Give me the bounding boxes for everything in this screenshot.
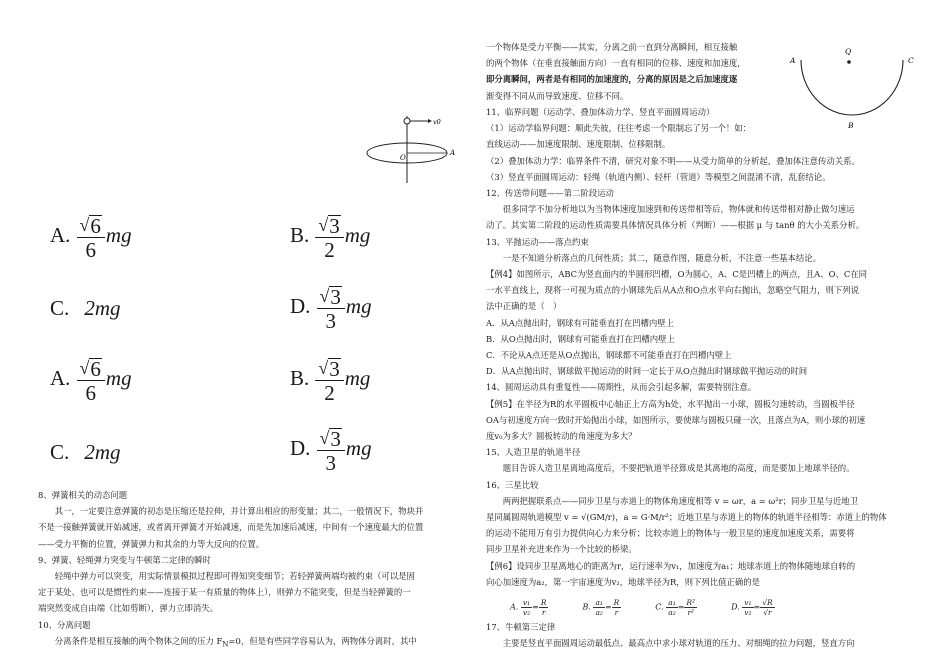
option-a-2[interactable]: A. √ 6 6 mg <box>50 357 132 405</box>
text-line: 主要是竖直平面圆周运动最低点、最高点中求小球对轨道的压力、对细绳的拉力问题，竖直方向 <box>486 638 855 649</box>
fraction: √ 6 6 <box>77 355 105 406</box>
text-line: （1）运动学临界问题：顺此失彼，往往考虑一个限制忘了另一个！如： <box>486 123 751 134</box>
text-line: 星同属圆周轨道模型 v = √(GM/r)，a = G·M/r²；近地卫星与赤道上的物体的轨道半径相等：赤道上的物体 <box>486 512 887 523</box>
text-line: 定于某处、也可以是惯性约束——连接于某一有质量的物体上），则弹力不能突变，但是当轻弹簧的一 <box>38 587 411 598</box>
point-q-icon <box>847 60 851 64</box>
text-line: 法中正确的是（ ） <box>486 301 562 312</box>
text-line: B．从O点抛出时，钢球有可能垂直打在凹槽内壁上 <box>486 333 675 344</box>
arrow-head-icon <box>428 119 432 123</box>
left-text-block <box>38 487 478 653</box>
option-c-2[interactable]: C. 2mg <box>50 440 121 464</box>
label-o: O <box>400 154 406 162</box>
label-b: B <box>848 121 854 130</box>
text-line: D．从A点抛出时，钢球做平抛运动的时间一定长于从O点抛出时钢球做平抛运动的时间 <box>486 366 808 377</box>
option-b-1[interactable]: B. √ 3 2 mg <box>290 214 371 262</box>
option-letter: A. <box>50 366 71 390</box>
text-line: 其一，一定要注意弹簧的初态是压缩还是拉伸，并计算出相应的形变量；其二，一般情况下，物块并 <box>38 506 424 517</box>
text-line: 同步卫星补充进来作为一个比较的桥梁。 <box>486 544 637 555</box>
option-letter: B. <box>290 223 310 247</box>
right-text-top <box>486 39 786 104</box>
fraction: √ 3 3 <box>317 283 345 334</box>
ex6-option-b[interactable]: B. $\frac{\text{a₁}}{\text{a₂}}$ = $\frac{R}{r}$ <box>582 598 620 617</box>
text-line: 的运动不能用万有引力提供向心力来分析；比较赤道上的物体与一般卫星的速度加速度关系，需要将 <box>486 528 855 539</box>
option-d-1[interactable]: D. √ 3 3 mg <box>290 285 372 333</box>
text-line: 的两个物体（在垂直接触面方向）一直有相同的位移、速度和加速度， <box>486 58 746 69</box>
text-line: 两两把握联系点——同步卫星与赤道上的物体角速度相等 v = ωr，a = ω²r；同步卫星与近地卫 <box>486 495 858 506</box>
fraction: √ 3 2 <box>315 355 343 406</box>
text-line: 一水平直线上，现将一可视为质点的小钢球先后从A点和O点水平向右抛出，忽略空气阻力，则下列说 <box>486 285 860 296</box>
text-line: 不是一接触弹簧就开始减速，或者离开弹簧才开始减速，而是先加速后减速，中间有一个速度最大的位置 <box>38 522 424 533</box>
text-line: 很多同学不加分析地以为当物体速度加速到和传送带相等后，物体就和传送带相对静止做匀速运 <box>486 204 855 215</box>
text-line: OA与初速度方向一致时开始抛出小球，如图所示，要使球与圆板只碰一次，且落点为A，则小球的初速 <box>486 414 866 425</box>
option-letter: D. <box>290 294 311 318</box>
ex6-option-a[interactable]: A. $\frac{\text{v₁}}{\text{v₂}}$ = $\frac{R}{r}$ <box>510 598 547 617</box>
ex6-option-c[interactable]: C. $\frac{\text{a₁}}{\text{a₂}}$ = $\frac{\text{R²}}{\text{r²}}$ <box>655 598 696 617</box>
text-line: C．不论从A点还是从O点抛出，钢球都不可能垂直打在凹槽内壁上 <box>486 350 732 361</box>
text-line: 向心加速度为a₂，第一宇宙速度为v₂，地球半径为R，则下列比值正确的是 <box>486 576 760 587</box>
text-line: 12、传送带问题——第二阶段运动 <box>486 188 614 199</box>
text-line: 11、临界问题（运动学、叠加体动力学、竖直平面圆周运动） <box>486 107 715 117</box>
text-line: A．从A点抛出时，钢球有可能垂直打在凹槽内壁上 <box>486 317 674 328</box>
option-b-2[interactable]: B. √ 3 2 mg <box>290 357 371 405</box>
option-letter: D. <box>290 436 311 460</box>
text-line: ——受力平衡的位置，弹簧弹力和其余的力等大反向的位置。 <box>38 538 265 549</box>
text-line: 一个物体是受力平衡——其实，分离之前一直到分离瞬间，相互接触 <box>486 42 738 52</box>
fraction: √ 3 2 <box>315 212 343 263</box>
text-line: 15、人造卫星的轨道半径 <box>486 447 581 458</box>
ex6-option-d[interactable]: D. $\frac{\text{v₁}}{\text{v₂}}$ = $\frac{√R}{√r}$ <box>731 598 773 617</box>
text-line: 8、弹簧相关的动态问题 <box>38 490 128 500</box>
right-text-block <box>486 104 926 590</box>
text-line: 13、平抛运动——落点约束 <box>486 236 589 247</box>
option-letter: C. <box>50 296 70 320</box>
text-line: 直线运动——加速度限制、速度限制、位移限制。 <box>486 139 671 150</box>
label-a: A <box>790 56 796 65</box>
text-line: 一是不知道分析落点的几何性质；其二，随意作图，随意分析，不注意一些基本结论。 <box>486 252 821 263</box>
text-line: 【例5】在半径为R的水平圆板中心轴正上方高为h处，水平抛出一小球，圆板匀速转动，当圆板半径 <box>486 398 855 409</box>
text-line: 分离条件是相互接触的两个物体之间的压力 $F_N=0$，但是有些同学容易认为，两物体分离时，其中 <box>38 635 417 649</box>
text-line: 度v₀为多大？圆板转动的角速度为多大？ <box>486 431 637 442</box>
option-letter: B. <box>290 366 310 390</box>
fraction: √ 6 6 <box>77 212 105 263</box>
text-line: 9、弹簧、轻绳弹力突变与牛顿第二定律的瞬时 <box>38 554 211 565</box>
ex6-options <box>510 598 810 617</box>
right-text-bottom <box>486 619 926 651</box>
text-line: （2）叠加体动力学：临界条件不清，研究对象不明——从受力简单的分析起，叠加体注意传动关系。 <box>486 155 860 166</box>
text-line: （3）竖直平面圆周运动：轻绳（轨道内侧）、轻杆（管道）等模型之间混淆不清，乱套结论。 <box>486 171 831 182</box>
text-line: 14、圆周运动具有重复性——周期性，从而会引起多解，需要特别注意。 <box>486 382 757 393</box>
label-a: A <box>450 149 456 157</box>
text-line: 渐变得不同从而导致速度、位移不同。 <box>486 90 629 101</box>
option-letter: A. <box>50 223 71 247</box>
disc-figure <box>360 112 475 187</box>
text-line: 10、分离问题 <box>38 619 91 630</box>
option-a-1[interactable]: A. √ 6 6 mg <box>50 214 132 262</box>
text-line: 动了。其实第二阶段的运动性质需要具体情况具体分析（判断）——根据 μ 与 tanθ 的大小关系分析。 <box>486 220 865 231</box>
text-line: 16、三星比较 <box>486 479 539 490</box>
label-q: Q <box>845 47 852 56</box>
text-line: 轻绳中弹力可以突变，用实际情景模拟过程即可得知突变细节；若轻弹簧两端均被约束（可以是固 <box>38 571 415 582</box>
option-letter: C. <box>50 440 70 464</box>
text-line: 【例6】设同步卫星离地心的距离为r，运行速率为v₁，加速度为a₁；地球赤道上的物体随地球自转的 <box>486 560 856 571</box>
text-line: 【例4】如图所示，ABC为竖直面内的半圆形凹槽，O为圆心，A、C是凹槽上的两点，且A、O、C在同 <box>486 269 867 280</box>
label-c: C <box>908 56 914 65</box>
option-c-1[interactable]: C. 2mg <box>50 296 121 320</box>
text-line: 即分离瞬间，两者是有相同的加速度的，分离的原因是之后加速度逐 <box>486 74 738 85</box>
ball-icon <box>404 118 410 124</box>
text-line: 端突然变成自由端（比如剪断），弹力立即消失。 <box>38 603 219 614</box>
text-line: 题目告诉人造卫星离地高度后，不要把轨道半径算成是其离地的高度，而是要加上地球半径的。 <box>486 463 855 474</box>
fraction: √ 3 3 <box>317 425 345 476</box>
text-line: 17、牛顿第三定律 <box>486 622 556 632</box>
option-d-2[interactable]: D. √ 3 3 mg <box>290 427 372 475</box>
label-v0: v0 <box>433 118 441 126</box>
